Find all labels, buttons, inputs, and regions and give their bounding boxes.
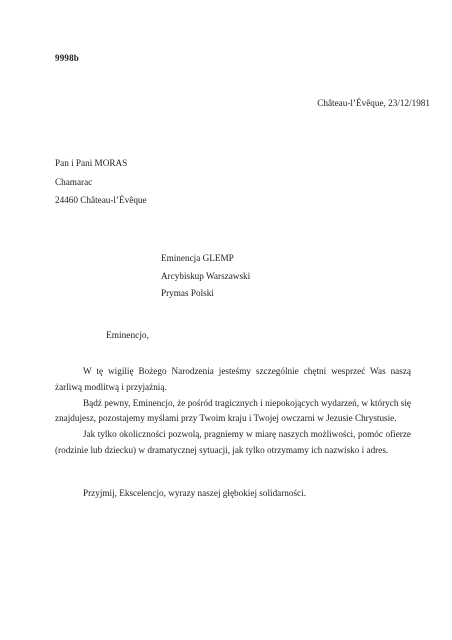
sender-locality: Chamarac (55, 176, 93, 187)
recipient-title: Eminencja GLEMP (161, 253, 234, 263)
body-paragraph: W tę wigilię Bożego Narodzenia jesteśmy szczególnie chętni wesprzeć Was naszą żarliwą modlitwą i przyjaźnią. (55, 366, 411, 392)
letter-body (55, 364, 411, 473)
closing-line: Przyjmij, Ekscelencjo, wyrazy naszej głębokiej solidarności. (83, 488, 306, 498)
body-paragraph: Bądź pewny, Eminencjo, że pośród tragicznych i niepokojących wydarzeń, w których się znajdujesz, pozostajemy myślami przy Twoim kraju i Twojej owczarni w Jezusie Chrystusie. (55, 397, 411, 424)
body-paragraph: Jak tylko okoliczności pozwolą, pragniemy w miarę naszych możliwości, pomóc ofierze (rodzinie lub dziecku) w dramatycznej sytuacji, jak tylko otrzymamy ich nazwisko i adres. (55, 429, 411, 455)
sender-postal-city: 24460 Château-l’Évêque (55, 195, 147, 205)
reference-number: 9998b (55, 53, 80, 63)
salutation: Eminencjo, (106, 331, 149, 341)
place-date: Château-l’Évêque, 23/12/1981 (317, 98, 430, 108)
recipient-role: Prymas Polski (161, 288, 214, 298)
recipient-office: Arcybiskup Warszawski (161, 270, 251, 281)
sender-name: Pan i Pani MORAS (55, 158, 128, 168)
sender-address (55, 154, 147, 210)
recipient-address (161, 250, 250, 303)
